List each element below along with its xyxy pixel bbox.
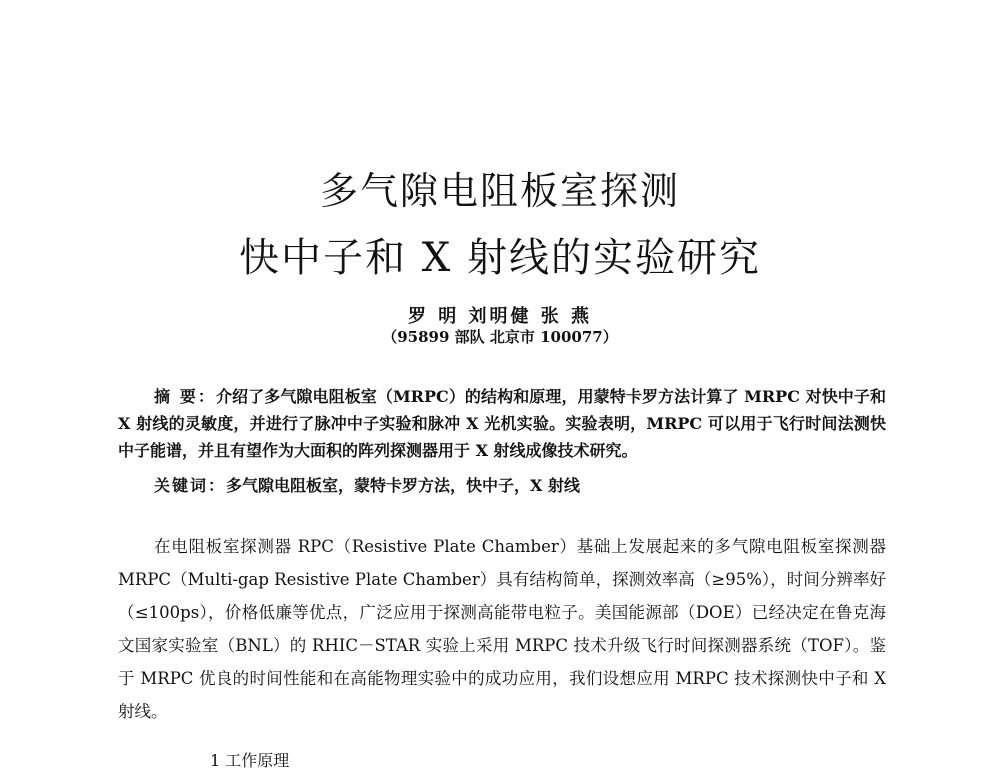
section-heading-partial: 1 工作原理 (210, 751, 290, 770)
abstract-label: 摘 要： (154, 387, 216, 406)
keywords-label: 关键词： (154, 476, 227, 495)
abstract-text: 介绍了多气隙电阻板室（MRPC）的结构和原理，用蒙特卡罗方法计算了 MRPC 对快中子和 X 射线的灵敏度，并进行了脉冲中子实验和脉冲 X 光机实验。实验表明，MRPC 可以用于飞行时间法测快中子能谱，并且有望作为大面积的阵列探测器用于 X 射线成像技术研究。 (118, 387, 886, 460)
title-line-1: 多气隙电阻板室探测 (319, 169, 680, 213)
authors: 罗 明 刘明健 张 燕 (407, 306, 593, 327)
abstract (118, 383, 886, 464)
keywords (118, 472, 886, 499)
affiliation: （95899 部队 北京市 100077） (382, 328, 618, 346)
keywords-text: 多气隙电阻板室，蒙特卡罗方法，快中子，X 射线 (226, 476, 581, 495)
title-line-2: 快中子和 X 射线的实验研究 (239, 235, 761, 281)
body-paragraph: 在电阻板室探测器 RPC（Resistive Plate Chamber）基础上发展起来的多气隙电阻板室探测器 MRPC（Multi-gap Resistive Plate Chamber）具有结构简单，探测效率高（≥95%），时间分辨率好（≤100ps），价格低廉等优点，广泛应用于探测高能带电粒子。美国能源部（DOE）已经决定在鲁克海文国家实验室（BNL）的 RHIC－STAR 实验上采用 MRPC 技术升级飞行时间探测器系统（TOF）。鉴于 MRPC 优良的时间性能和在高能物理实验中的成功应用，我们设想应用 MRPC 技术探测快中子和 X 射线。 (118, 537, 886, 721)
